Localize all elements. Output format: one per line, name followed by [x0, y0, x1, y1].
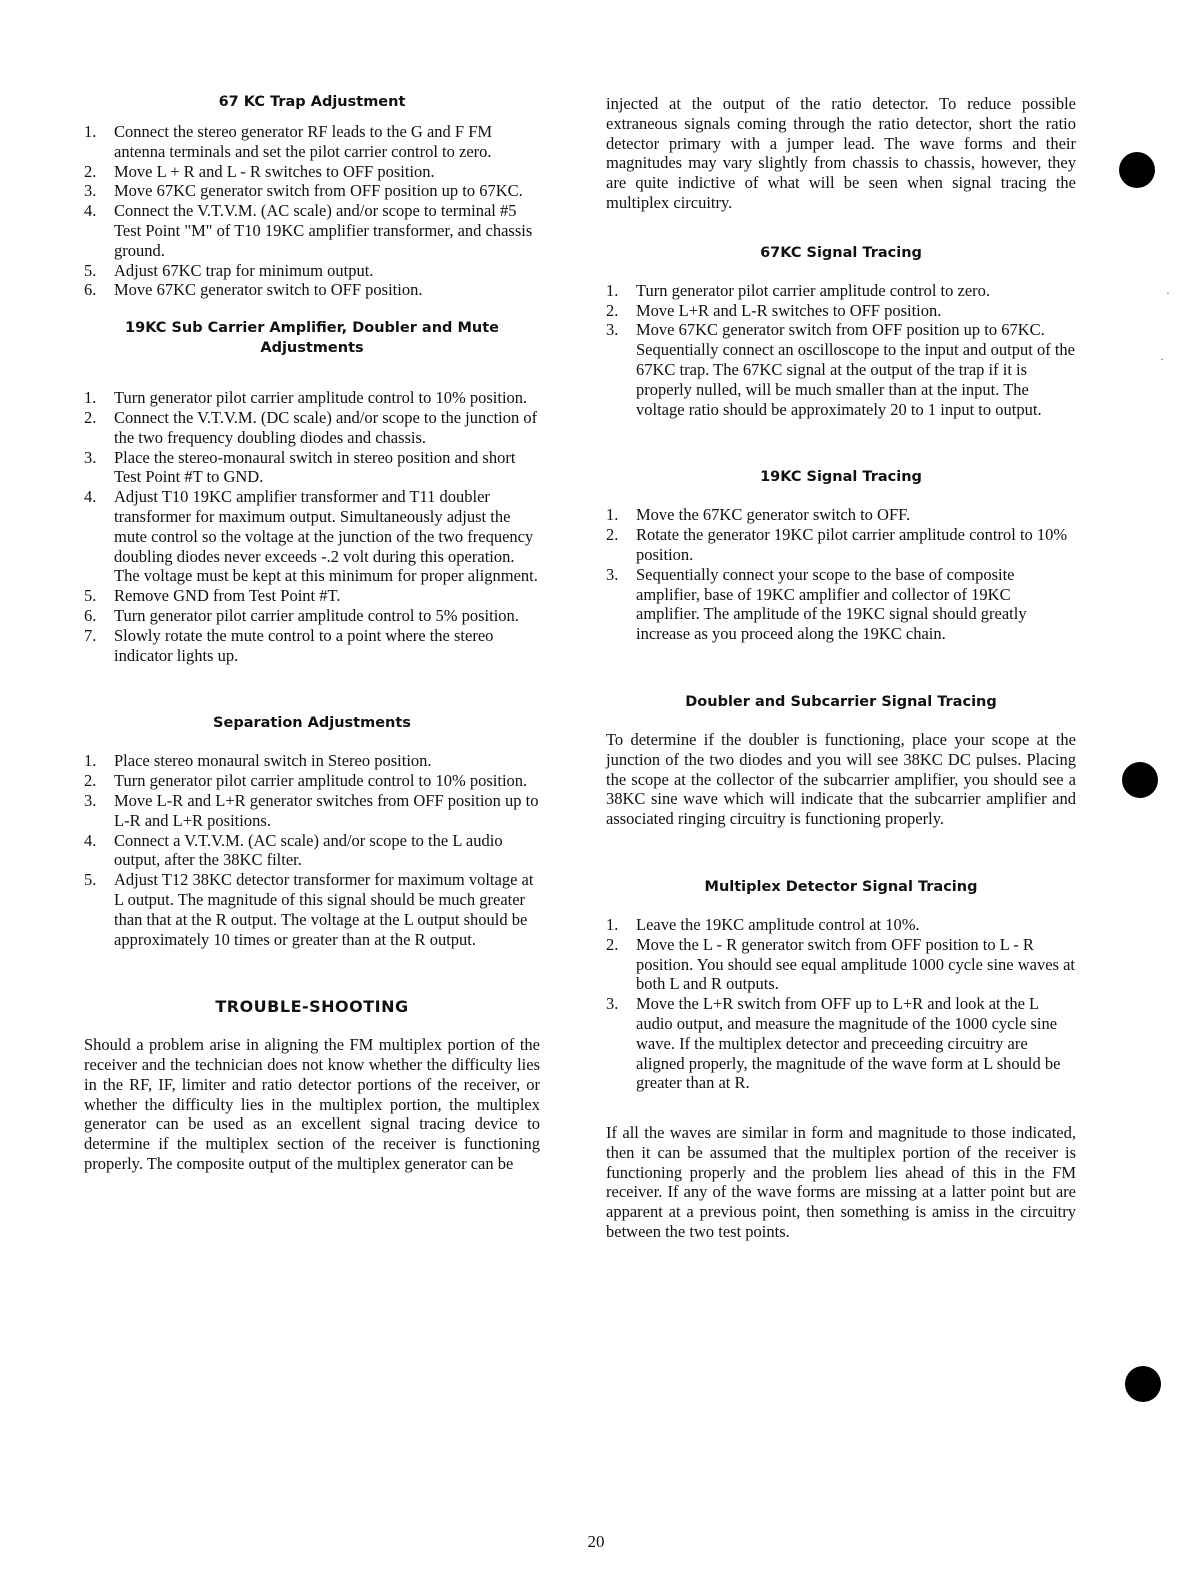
conclusion-paragraph: If all the waves are similar in form and magnitude to those indicated, then it can be assumed that the multiplex portion of the receiver is functioning properly and the problem lies ahead of this in the FM receiver. If any of the wave forms are missing at a latter point but are apparent at a previous point, then something is amiss in the circuitry between the two test points.	[606, 1123, 1076, 1242]
tracing-67-steps	[606, 281, 1076, 420]
list-item: 1. Turn generator pilot carrier amplitude control to 10% position.	[84, 388, 528, 408]
tracing-19-heading: 19KC Signal Tracing	[760, 469, 922, 486]
scan-speck: ·	[1160, 352, 1164, 366]
list-item: 5. Adjust T12 38KC detector transformer for maximum voltage at L output. The magnitude of this signal should be much greater than that at the R output. The voltage at the L output should be approximately 10 times or greater than at the R output.	[84, 870, 534, 949]
trap-steps	[84, 122, 540, 300]
separation-heading: Separation Adjustments	[213, 715, 411, 732]
list-item: 2. Move L+R and L-R switches to OFF position.	[606, 300, 942, 320]
list-item: 2. Connect the V.T.V.M. (DC scale) and/or scope to the junction of the two frequency doubling diodes and chassis.	[84, 407, 538, 447]
list-item: 3. Move L-R and L+R generator switches from OFF position up to L-R and L+R positions.	[84, 790, 539, 830]
list-item: 3. Move the L+R switch from OFF up to L+R and look at the L audio output, and measure the magnitude of the 1000 cycle sine wave. If the multiplex detector and preceeding circuitry are aligned properly, the magnitude of the wave form at L should be greater than at R.	[606, 994, 1061, 1093]
separation-steps	[84, 751, 540, 949]
list-item: 3. Move 67KC generator switch from OFF position up to 67KC. Sequentially connect an oscilloscope to the input and output of the 67KC trap. The 67KC signal at the output of the trap if it is properly nulled, will be much smaller than at the input. The voltage ratio should be approximately 20 to 1 input to output.	[606, 320, 1075, 419]
list-item: 2. Rotate the generator 19KC pilot carrier amplitude control to 10% position.	[606, 525, 1068, 564]
list-item: 6. Move 67KC generator switch to OFF position.	[84, 280, 423, 300]
subcarrier-steps	[84, 388, 540, 665]
detector-steps	[606, 915, 1076, 1093]
list-item: 3. Move 67KC generator switch from OFF position up to 67KC.	[84, 181, 523, 201]
list-item: 2. Move L + R and L - R switches to OFF position.	[84, 161, 435, 181]
list-item: 5. Remove GND from Test Point #T.	[84, 586, 341, 606]
troubleshooting-paragraph: Should a problem arise in aligning the FM multiplex portion of the receiver and the technician does not know whether the difficulty lies in the RF, IF, limiter and ratio detector portions of the receiver, or whether the difficulty lies in the multiplex portion, the multiplex generator can be used as an excellent signal tracing device to determine if the multiplex section of the receiver is functioning properly. The composite output of the multiplex generator can be	[84, 1035, 540, 1174]
list-item: 1. Connect the stereo generator RF leads to the G and F FM antenna terminals and set the pilot carrier control to zero.	[84, 122, 493, 161]
list-item: 1. Turn generator pilot carrier amplitude control to zero.	[606, 280, 991, 300]
doubler-paragraph: To determine if the doubler is functioning, place your scope at the junction of the two diodes and you will see 38KC DC pulses. Placing the scope at the collector of the subcarrier amplifier, you should see a 38KC sine wave which will indicate that the subcarrier amplifier and associated ringing circuitry is functioning properly.	[606, 729, 1076, 829]
continued-paragraph: injected at the output of the ratio detector. To reduce possible extraneous signals coming through the ratio detector, short the ratio detector primary with a jumper lead. The wave forms and their magnitudes may vary slightly from chassis to chassis, however, they are quite indictive of what will be seen when signal tracing the multiplex circuitry.	[606, 94, 1076, 212]
page-number: 20	[587, 1532, 605, 1551]
list-item: 7. Slowly rotate the mute control to a point where the stereo indicator lights up.	[84, 625, 494, 665]
doubler-heading: Doubler and Subcarrier Signal Tracing	[685, 693, 997, 710]
list-item: 2. Move the L - R generator switch from OFF position to L - R position. You should see equal amplitude 1000 cycle sine waves at both L and R outputs.	[606, 934, 1076, 994]
right-column	[606, 94, 1076, 1242]
list-item: 2. Turn generator pilot carrier amplitude control to 10% position.	[84, 771, 528, 791]
list-item: 4. Connect the V.T.V.M. (AC scale) and/or scope to terminal #5 Test Point "M" of T10 19KC amplifier transformer, and chassis ground.	[84, 201, 533, 260]
list-item: 4. Adjust T10 19KC amplifier transformer and T11 doubler transformer for maximum output. Simultaneously adjust the mute control so the voltage at the junction of the two frequency doubling diodes never exceeds -.2 volt during this operation. The voltage must be kept at this minimum for proper alignment.	[84, 487, 538, 586]
list-item: 5. Adjust 67KC trap for minimum output.	[84, 260, 374, 280]
list-item: 1. Move the 67KC generator switch to OFF.	[606, 505, 911, 525]
list-item: 3. Sequentially connect your scope to the base of composite amplifier, base of 19KC amplifier and collector of 19KC amplifier. The amplitude of the 19KC signal should greatly increase as you proceed along the 19KC chain.	[606, 564, 1027, 644]
tracing-67-heading: 67KC Signal Tracing	[760, 244, 922, 261]
trap-heading: 67 KC Trap Adjustment	[218, 94, 406, 110]
detector-heading: Multiplex Detector Signal Tracing	[704, 878, 978, 895]
list-item: 6. Turn generator pilot carrier amplitude control to 5% position.	[84, 605, 519, 625]
list-item: 4. Connect a V.T.V.M. (AC scale) and/or scope to the L audio output, after the 38KC filter.	[84, 830, 503, 870]
left-column	[84, 92, 540, 1174]
list-item: 1. Place stereo monaural switch in Stereo position.	[84, 751, 432, 771]
tracing-19-steps	[606, 505, 1076, 644]
binder-hole-top	[1119, 152, 1155, 188]
binder-hole-bottom	[1125, 1366, 1161, 1402]
binder-hole-middle	[1122, 762, 1158, 798]
subcarrier-heading: 19KC Sub Carrier Amplifier, Doubler and Mute Adjustments	[125, 320, 499, 357]
troubleshooting-heading: TROUBLE-SHOOTING	[215, 997, 409, 1017]
scan-speck: ·	[1166, 286, 1170, 300]
list-item: 1. Leave the 19KC amplitude control at 10%.	[606, 914, 920, 934]
list-item: 3. Place the stereo-monaural switch in stereo position and short Test Point #T to GND.	[84, 447, 516, 487]
